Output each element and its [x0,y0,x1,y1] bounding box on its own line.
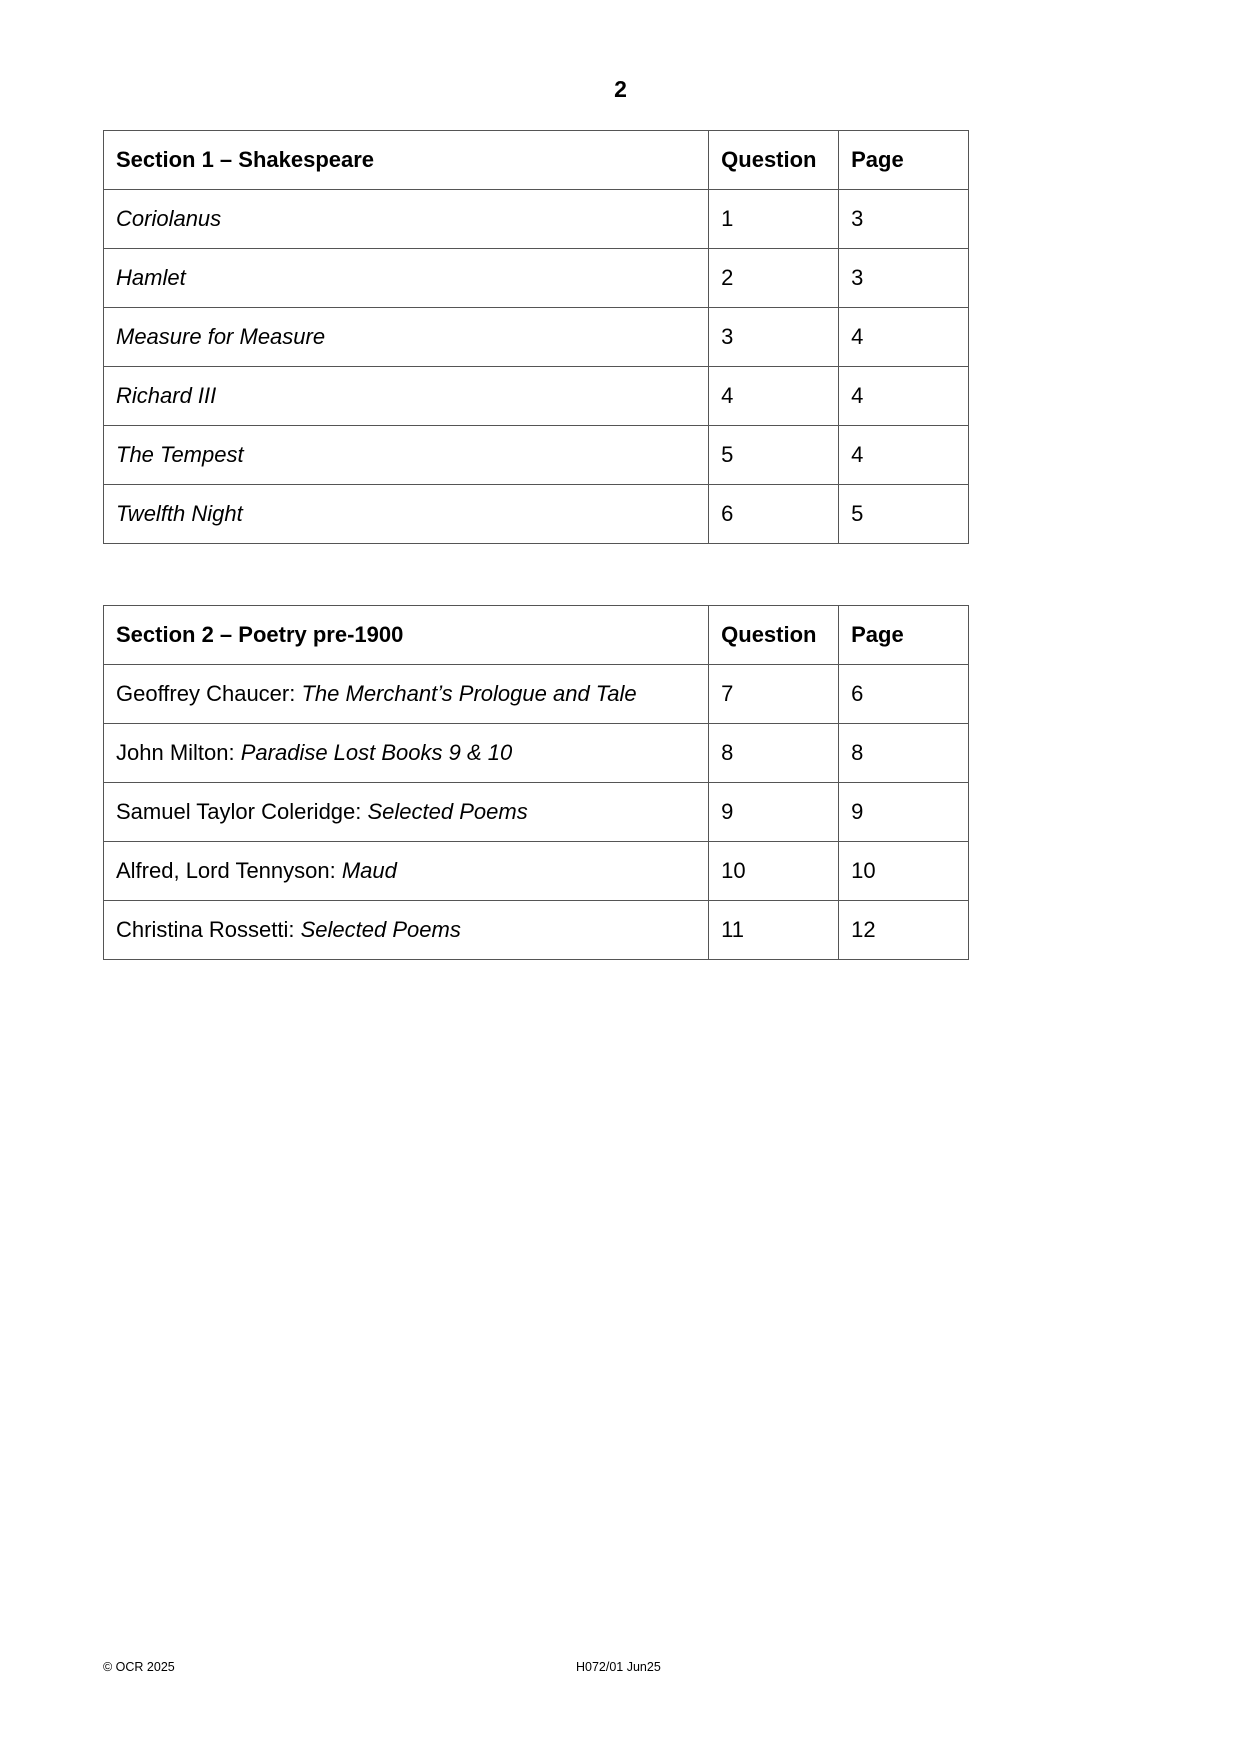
work-title: Maud [341,858,397,883]
question-number: 4 [709,367,839,426]
table-row [104,724,969,783]
question-number: 7 [709,665,839,724]
page-number-cell: 5 [839,485,969,544]
text-title-cell [104,724,709,783]
work-title: The Merchant’s Prologue and Tale [301,681,637,706]
text-title-cell [104,308,709,367]
text-title-cell [104,665,709,724]
question-number: 5 [709,426,839,485]
question-number: 2 [709,249,839,308]
question-number: 3 [709,308,839,367]
page-number-cell: 9 [839,783,969,842]
table-row [104,901,969,960]
page-number-cell: 12 [839,901,969,960]
work-title: The Tempest [116,442,244,467]
page-number-cell: 6 [839,665,969,724]
page-column-header: Page [839,131,969,190]
author-name: Geoffrey Chaucer: [116,681,302,706]
page-column-header: Page [839,606,969,665]
section-1-table [103,130,969,544]
table-header-row [104,131,969,190]
text-title-cell [104,190,709,249]
table-row [104,665,969,724]
page-number-cell: 4 [839,426,969,485]
text-title-cell [104,426,709,485]
work-title: Measure for Measure [116,324,326,349]
table-row [104,367,969,426]
work-title: Twelfth Night [116,501,243,526]
question-number: 1 [709,190,839,249]
page-number-cell: 3 [839,190,969,249]
text-title-cell [104,485,709,544]
page-number-cell: 4 [839,308,969,367]
section-title: Section 2 – Poetry pre-1900 [104,606,709,665]
question-column-header: Question [709,606,839,665]
page-number-cell: 10 [839,842,969,901]
author-name: Alfred, Lord Tennyson: [116,858,342,883]
table-row [104,190,969,249]
paper-code-footer: H072/01 Jun25 [576,1660,661,1674]
table-row [104,783,969,842]
table-row [104,485,969,544]
table-header-row [104,606,969,665]
question-number: 10 [709,842,839,901]
page-number-cell: 4 [839,367,969,426]
question-number: 8 [709,724,839,783]
text-title-cell [104,367,709,426]
work-title: Hamlet [116,265,186,290]
text-title-cell [104,783,709,842]
work-title: Selected Poems [367,799,528,824]
page-number-cell: 8 [839,724,969,783]
table-row [104,308,969,367]
table-row [104,249,969,308]
text-title-cell [104,249,709,308]
work-title: Paradise Lost Books 9 & 10 [240,740,513,765]
page-number: 2 [614,76,627,102]
work-title: Selected Poems [300,917,461,942]
table-row [104,842,969,901]
work-title: Richard III [116,383,217,408]
text-title-cell [104,901,709,960]
author-name: John Milton: [116,740,241,765]
section-title: Section 1 – Shakespeare [104,131,709,190]
page-number-cell: 3 [839,249,969,308]
question-number: 6 [709,485,839,544]
text-title-cell [104,842,709,901]
author-name: Samuel Taylor Coleridge: [116,799,368,824]
table-row [104,426,969,485]
author-name: Christina Rossetti: [116,917,301,942]
work-title: Coriolanus [116,206,222,231]
copyright-footer: © OCR 2025 [103,1660,175,1674]
question-number: 9 [709,783,839,842]
question-column-header: Question [709,131,839,190]
section-2-table [103,605,969,960]
question-number: 11 [709,901,839,960]
